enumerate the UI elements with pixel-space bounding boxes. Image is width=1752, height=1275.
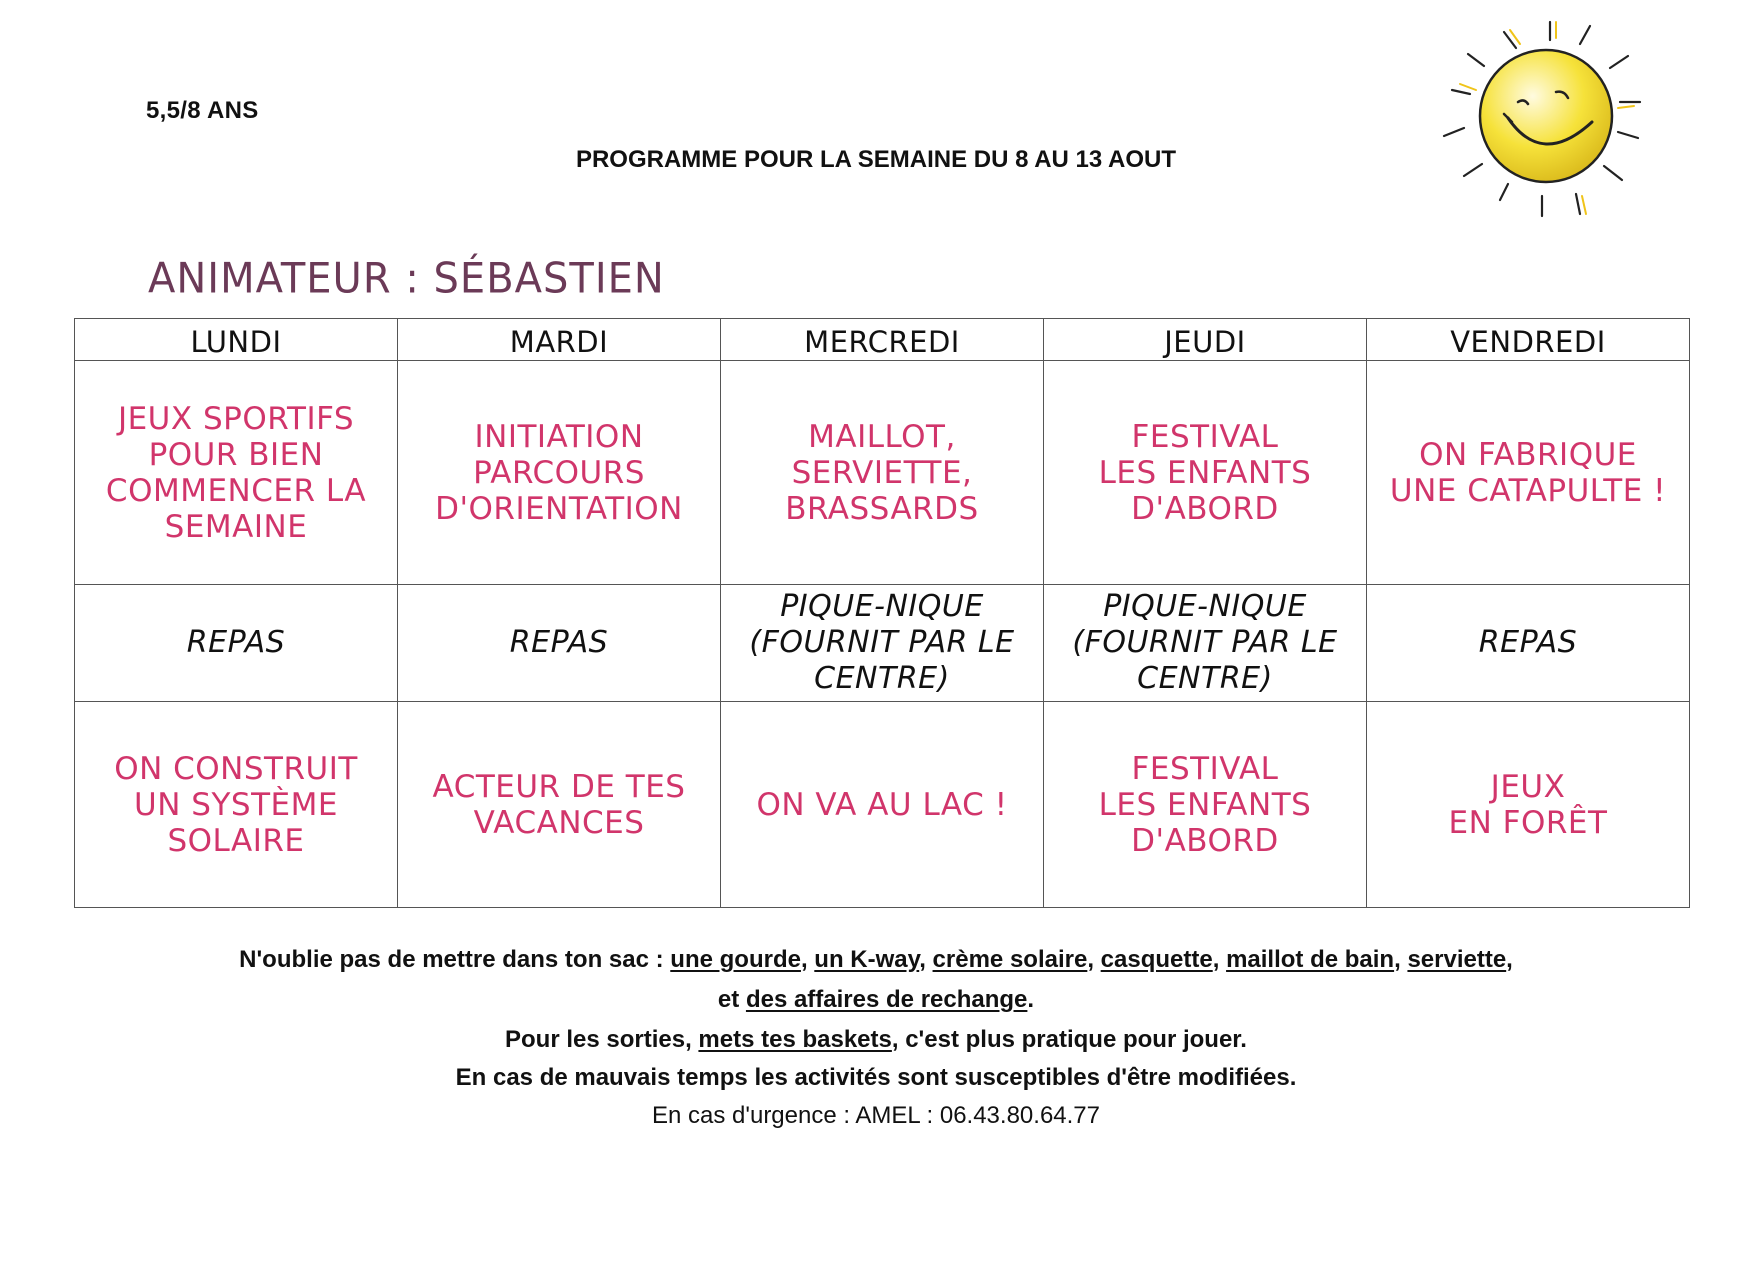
morning-activity-wednesday: MAILLOT, SERVIETTE, BRASSARDS	[721, 361, 1044, 585]
smiling-sun-icon	[1432, 18, 1692, 228]
checklist-item: casquette	[1100, 946, 1213, 973]
morning-activity-monday: JEUX SPORTIFS POUR BIEN COMMENCER LA SEMAINE	[75, 361, 398, 585]
weekly-schedule-table	[74, 318, 1690, 908]
page-title-text: PROGRAMME POUR LA SEMAINE DU 8 AU 13 AOUT	[575, 146, 1177, 173]
checklist-item: des affaires de rechange	[745, 986, 1028, 1013]
checklist-item: une gourde	[670, 946, 801, 973]
day-header-tuesday: MARDI	[398, 319, 721, 361]
morning-row	[75, 361, 1690, 585]
afternoon-activity-wednesday: ON VA AU LAC !	[721, 702, 1044, 908]
afternoon-activity-thursday: FESTIVAL LES ENFANTS D'ABORD	[1044, 702, 1367, 908]
footer-weather-note: En cas de mauvais temps les activités sont susceptibles d'être modifiées.	[455, 1064, 1297, 1091]
footer-checklist-line-2: et des affaires de rechange.	[717, 986, 1035, 1013]
lunch-friday: REPAS	[1367, 585, 1690, 702]
lunch-thursday: PIQUE-NIQUE (FOURNIT PAR LE CENTRE)	[1044, 585, 1367, 702]
morning-activity-friday: ON FABRIQUE UNE CATAPULTE !	[1367, 361, 1690, 585]
animateur-label: ANIMATEUR : SÉBASTIEN	[148, 254, 665, 304]
days-header-row	[75, 319, 1690, 361]
lunch-tuesday: REPAS	[398, 585, 721, 702]
checklist-item: serviette	[1407, 946, 1507, 973]
checklist-item: crème solaire	[932, 946, 1088, 973]
morning-activity-thursday: FESTIVAL LES ENFANTS D'ABORD	[1044, 361, 1367, 585]
lunch-wednesday: PIQUE-NIQUE (FOURNIT PAR LE CENTRE)	[721, 585, 1044, 702]
footer-line3-rest: , c'est plus pratique pour jouer.	[891, 1026, 1247, 1053]
afternoon-row	[75, 702, 1690, 908]
lunch-monday: REPAS	[75, 585, 398, 702]
afternoon-activity-friday: JEUX EN FORÊT	[1367, 702, 1690, 908]
footer-checklist-intro: N'oublie pas de mettre dans ton sac :	[239, 946, 671, 973]
footer-shoes-line	[0, 1026, 1752, 1054]
day-header-friday: VENDREDI	[1367, 319, 1690, 361]
day-header-wednesday: MERCREDI	[721, 319, 1044, 361]
afternoon-activity-tuesday: ACTEUR DE TES VACANCES	[398, 702, 721, 908]
morning-activity-tuesday: INITIATION PARCOURS D'ORIENTATION	[398, 361, 721, 585]
footer-line3-intro: Pour les sorties,	[505, 1026, 699, 1053]
shoes-reminder: mets tes baskets	[698, 1026, 892, 1053]
afternoon-activity-monday: ON CONSTRUIT UN SYSTÈME SOLAIRE	[75, 702, 398, 908]
day-header-thursday: JEUDI	[1044, 319, 1367, 361]
footer-line2-intro: et	[717, 986, 746, 1013]
checklist-item: maillot de bain	[1226, 946, 1395, 973]
footer-emergency-contact: En cas d'urgence : AMEL : 06.43.80.64.77	[652, 1102, 1100, 1129]
checklist-item: un K-way	[814, 946, 920, 973]
day-header-monday: LUNDI	[75, 319, 398, 361]
lunch-row	[75, 585, 1690, 702]
age-group-label: 5,5/8 ANS	[146, 97, 259, 124]
footer-checklist-line: N'oublie pas de mettre dans ton sac : une gourde, un K-way, crème solaire, casquette, maillot de bain, serviette,	[239, 946, 1513, 973]
